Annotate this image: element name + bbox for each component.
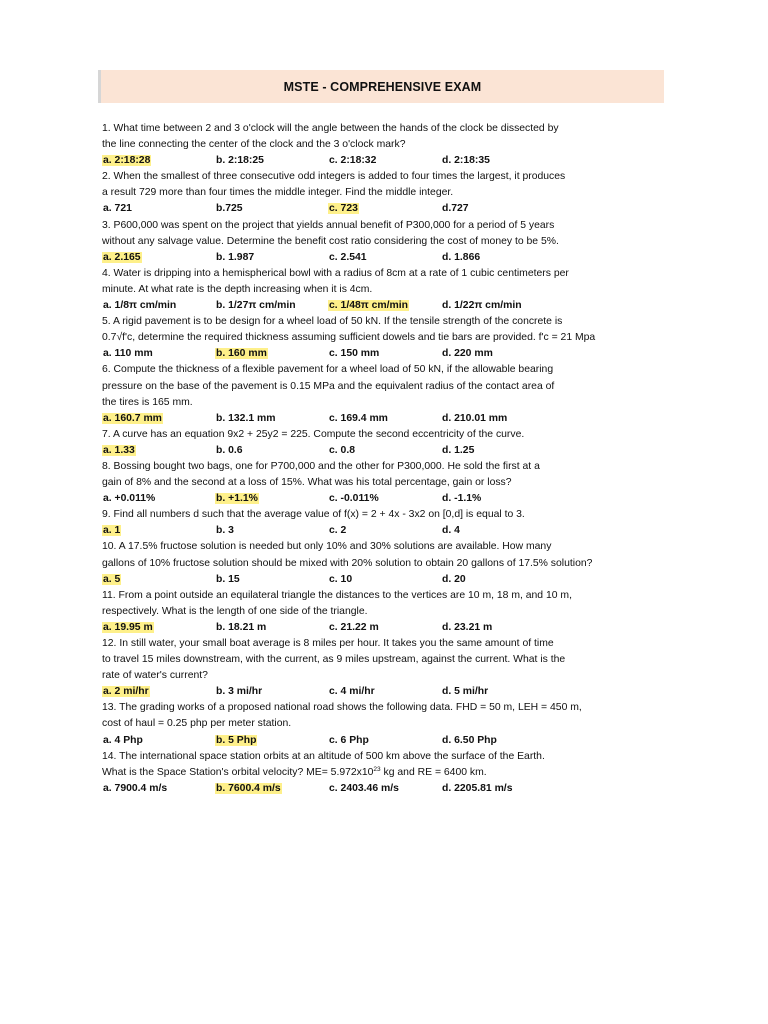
choice-row	[102, 153, 642, 169]
question-text-line: 2. When the smallest of three consecutive odd integers is added to four times the largest, it produces	[102, 171, 566, 183]
choice-d: d. 210.01 mm	[442, 412, 508, 424]
question-text-line: minute. At what rate is the depth increasing when it is 4cm.	[102, 283, 373, 295]
choice-row	[102, 523, 642, 539]
question-text-line: 10. A 17.5% fructose solution is needed but only 10% and 30% solutions are available. How many	[102, 541, 552, 553]
choice-b: b. 7600.4 m/s	[216, 782, 281, 794]
choice-row	[102, 346, 642, 362]
choice-row	[102, 298, 642, 314]
choice-a: a. 5	[103, 573, 121, 585]
choice-a: a. 2 mi/hr	[103, 686, 149, 698]
choice-c: c. 21.22 m	[329, 621, 379, 633]
question-text-line: 14. The international space station orbits at an altitude of 500 km above the surface of the Earth.	[102, 750, 545, 762]
question-6	[102, 362, 642, 426]
question-text-line: 4. Water is dripping into a hemispherical bowl with a radius of 8cm at a rate of 1 cubic centimeters per	[102, 267, 569, 279]
choice-c: c. 723	[329, 203, 358, 215]
question-5	[102, 314, 642, 362]
choice-c: c. 2403.46 m/s	[329, 782, 399, 794]
choice-a: a. 721	[103, 203, 132, 215]
choice-d: d. 2:18:35	[442, 155, 490, 167]
question-text-line: cost of haul = 0.25 php per meter station.	[102, 718, 292, 730]
choice-c: c. 150 mm	[329, 348, 380, 360]
choice-b: b. +1.1%	[216, 493, 258, 505]
question-text-line: 7. A curve has an equation 9x2 + 25y2 = 225. Compute the second eccentricity of the curve.	[102, 428, 525, 440]
choice-a: a. 1	[103, 525, 121, 537]
choice-a: a. 2.165	[103, 251, 141, 263]
question-7	[102, 427, 642, 459]
question-text-line: a result 729 more than four times the middle integer. Find the middle integer.	[102, 187, 454, 199]
question-11	[102, 588, 642, 636]
question-text-line: 6. Compute the thickness of a flexible pavement for a wheel load of 50 kN, if the allowable bearing	[102, 364, 554, 376]
question-3	[102, 218, 642, 266]
choice-b: b.725	[216, 203, 243, 215]
choice-row	[102, 250, 642, 266]
question-10	[102, 539, 642, 587]
choice-b: b. 160 mm	[216, 348, 267, 360]
choice-c: c. 2.541	[329, 251, 367, 263]
choice-d: d. 5 mi/hr	[442, 686, 489, 698]
choice-row	[102, 443, 642, 459]
choice-c: c. 2:18:32	[329, 155, 377, 167]
choice-b: b. 5 Php	[216, 734, 257, 746]
choice-c: c. 0.8	[329, 444, 355, 456]
choice-c: c. 4 mi/hr	[329, 686, 375, 698]
question-text-line: 12. In still water, your small boat average is 8 miles per hour. It takes you the same amount of time	[102, 638, 554, 649]
question-text-line: respectively. What is the length of one side of the triangle.	[102, 605, 368, 617]
choice-a: a. +0.011%	[103, 493, 156, 505]
choice-c: c. 10	[329, 573, 353, 585]
choice-b: b. 0.6	[216, 444, 243, 456]
question-text-line: 5. A rigid pavement is to be design for a wheel load of 50 kN. If the tensile strength of the concrete is	[102, 316, 563, 328]
question-4	[102, 266, 642, 314]
choice-d: d.727	[442, 203, 469, 215]
choice-b: b. 3 mi/hr	[216, 686, 263, 698]
question-text-line: rate of water's current?	[102, 670, 208, 682]
choice-b: b. 132.1 mm	[216, 412, 276, 424]
question-13	[102, 700, 642, 748]
question-text-line: the tires is 165 mm.	[102, 396, 193, 408]
choice-a: a. 7900.4 m/s	[103, 782, 168, 794]
choice-row	[102, 781, 642, 797]
choice-row	[102, 491, 642, 507]
choice-a: a. 19.95 m	[103, 621, 153, 633]
choice-row	[102, 411, 642, 427]
choice-d: d. 2205.81 m/s	[442, 782, 513, 794]
question-text-line: to travel 15 miles downstream, with the current, as 9 miles upstream, against the current. What is the	[102, 654, 566, 666]
question-text-line: 8. Bossing bought two bags, one for P700,000 and the other for P300,000. He sold the first at a	[102, 460, 540, 472]
exam-header	[98, 70, 664, 103]
choice-d: d. 6.50 Php	[442, 734, 497, 746]
choice-b: b. 15	[216, 573, 240, 585]
choice-b: b. 2:18:25	[216, 155, 264, 167]
question-1	[102, 121, 642, 169]
choice-d: d. 23.21 m	[442, 621, 493, 633]
choice-b: b. 1.987	[216, 251, 255, 263]
question-text-line: 1. What time between 2 and 3 o'clock will the angle between the hands of the clock be dissected by	[102, 123, 559, 134]
question-text-line: the line connecting the center of the clock and the 3 o'clock mark?	[102, 139, 406, 151]
choice-d: d. 1.866	[442, 251, 481, 263]
question-list	[102, 121, 642, 797]
choice-d: d. -1.1%	[442, 493, 482, 505]
choice-c: c. 2	[329, 525, 347, 537]
choice-row	[102, 201, 642, 217]
choice-row	[102, 620, 642, 636]
question-text-line: pressure on the base of the pavement is 0.15 MPa and the equivalent radius of the contact area of	[102, 380, 555, 392]
choice-c: c. -0.011%	[329, 493, 379, 505]
choice-a: a. 2:18:28	[103, 155, 151, 167]
choice-row	[102, 733, 642, 749]
question-8	[102, 459, 642, 507]
question-text-line: 3. P600,000 was spent on the project that yields annual benefit of P300,000 for a period of 5 years	[102, 219, 555, 231]
choice-b: b. 1/27π cm/min	[216, 300, 296, 312]
choice-b: b. 18.21 m	[216, 621, 267, 633]
choice-c: c. 1/48π cm/min	[329, 300, 408, 312]
choice-c: c. 6 Php	[329, 734, 369, 746]
choice-a: a. 1.33	[103, 444, 135, 456]
choice-row	[102, 572, 642, 588]
question-text-line: gallons of 10% fructose solution should be mixed with 20% solution to obtain 20 gallons of 17.5% solution?	[102, 557, 593, 569]
choice-b: b. 3	[216, 525, 234, 537]
question-text-line: without any salvage value. Determine the benefit cost ratio considering the cost of money to be 5%.	[102, 235, 559, 247]
question-text-line: 11. From a point outside an equilateral triangle the distances to the vertices are 10 m, 18 m, and 10 m,	[102, 589, 572, 601]
choice-d: d. 1.25	[442, 444, 475, 456]
choice-a: a. 4 Php	[103, 734, 143, 746]
question-12	[102, 636, 642, 700]
choice-row	[102, 684, 642, 700]
question-14	[102, 749, 642, 797]
choice-d: d. 20	[442, 573, 466, 585]
choice-a: a. 1/8π cm/min	[103, 300, 177, 312]
exam-title: MSTE - COMPREHENSIVE EXAM	[283, 79, 482, 94]
question-text-line: 13. The grading works of a proposed national road shows the following data. FHD = 50 m, LEH = 450 m,	[102, 702, 582, 714]
question-9	[102, 507, 642, 539]
question-text-line: 9. Find all numbers d such that the average value of f(x) = 2 + 4x - 3x2 on [0,d] is equal to 3.	[102, 509, 525, 521]
choice-d: d. 1/22π cm/min	[442, 300, 522, 312]
choice-a: a. 160.7 mm	[103, 412, 162, 424]
choice-d: d. 220 mm	[442, 348, 493, 360]
choice-c: c. 169.4 mm	[329, 412, 388, 424]
question-2	[102, 169, 642, 217]
choice-d: d. 4	[442, 525, 460, 537]
choice-a: a. 110 mm	[103, 348, 153, 360]
question-text-line: 0.7√f'c, determine the required thickness assuming sufficient dowels and tie bars are provided. f'c = 21 Mpa	[102, 332, 596, 344]
question-text-line: What is the Space Station's orbital velocity? $ME= 5.972x10^{23}$ kg and RE = 6400 km.	[102, 765, 487, 778]
question-text-line: gain of 8% and the second at a loss of 15%. What was his total percentage, gain or loss?	[102, 477, 512, 489]
